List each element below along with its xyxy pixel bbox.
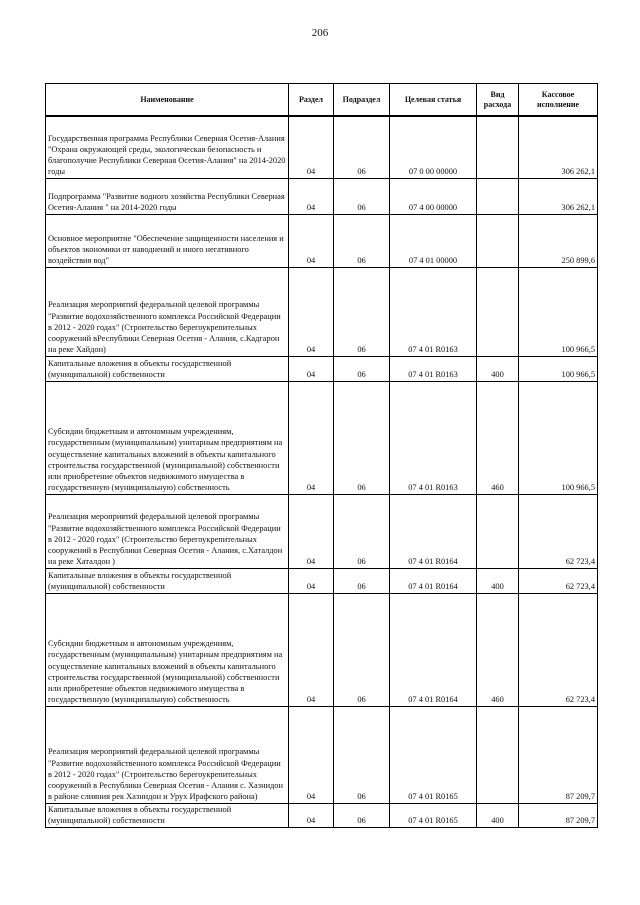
cell-kassa: 306 262,1 <box>519 116 598 178</box>
table-row <box>46 568 598 593</box>
cell-vid <box>477 267 519 356</box>
table-row <box>46 381 598 494</box>
cell-kassa: 100 966,5 <box>519 356 598 381</box>
table-header <box>46 84 598 117</box>
header-kassa: Кассовое исполнение <box>519 84 598 117</box>
cell-kassa: 250 899,6 <box>519 214 598 267</box>
cell-name: Основное мероприятие "Обеспечение защищенности населения и объектов экономики от наводнений и иного негативного воздействия вод" <box>46 214 289 267</box>
table-row <box>46 178 598 214</box>
cell-statya: 07 4 01 R0164 <box>390 494 477 568</box>
table-row <box>46 356 598 381</box>
cell-kassa: 87 209,7 <box>519 803 598 827</box>
cell-statya: 07 4 01 R0164 <box>390 593 477 706</box>
table-row <box>46 593 598 706</box>
cell-razdel: 04 <box>289 803 334 827</box>
cell-podrazdel: 06 <box>334 381 390 494</box>
cell-razdel: 04 <box>289 593 334 706</box>
cell-podrazdel: 06 <box>334 178 390 214</box>
cell-name: Реализация мероприятий федеральной целевой программы "Развитие водохозяйственного комплекса Российской Федерации в 2012 - 2020 годах" (Строительство берегоукрепительных сооружений в Республики Северная Осетия - Алания с. Хазнидон в районе слияния рек Хазнидон и Урух Ирафского района) <box>46 706 289 803</box>
cell-podrazdel: 06 <box>334 593 390 706</box>
cell-name: Субсидии бюджетным и автономным учреждениям, государственным (муниципальным) унитарным предприятиям на осуществление капитальных вложений в объекты капитального строительства государственной (муниципальной) собственности или приобретение объектов недвижимого имущества в государственную (муниципальную) собственность <box>46 593 289 706</box>
cell-name: Капитальные вложения в объекты государственной (муниципальной) собственности <box>46 803 289 827</box>
cell-kassa: 306 262,1 <box>519 178 598 214</box>
cell-statya: 07 0 00 00000 <box>390 116 477 178</box>
cell-vid <box>477 178 519 214</box>
cell-kassa: 62 723,4 <box>519 494 598 568</box>
table-body <box>46 116 598 827</box>
cell-podrazdel: 06 <box>334 803 390 827</box>
cell-vid: 400 <box>477 356 519 381</box>
header-statya: Целевая статья <box>390 84 477 117</box>
cell-name: Субсидии бюджетным и автономным учреждениям, государственным (муниципальным) унитарным предприятиям на осуществление капитальных вложений в объекты капитального строительства государственной (муниципальной) собственности или приобретение объектов недвижимого имущества в государственную (муниципальную) собственность <box>46 381 289 494</box>
table-row <box>46 267 598 356</box>
cell-podrazdel: 06 <box>334 214 390 267</box>
cell-razdel: 04 <box>289 706 334 803</box>
cell-razdel: 04 <box>289 381 334 494</box>
cell-statya: 07 4 01 R0163 <box>390 356 477 381</box>
cell-vid <box>477 116 519 178</box>
cell-vid: 400 <box>477 803 519 827</box>
cell-razdel: 04 <box>289 267 334 356</box>
table-row <box>46 116 598 178</box>
table-row <box>46 494 598 568</box>
cell-podrazdel: 06 <box>334 356 390 381</box>
cell-statya: 07 4 01 R0163 <box>390 381 477 494</box>
cell-statya: 07 4 01 00000 <box>390 214 477 267</box>
page-number: 206 <box>311 27 329 39</box>
header-name: Наименование <box>46 84 289 117</box>
cell-vid: 460 <box>477 381 519 494</box>
cell-vid: 400 <box>477 568 519 593</box>
table-row <box>46 706 598 803</box>
cell-statya: 07 4 01 R0163 <box>390 267 477 356</box>
cell-name: Капитальные вложения в объекты государственной (муниципальной) собственности <box>46 356 289 381</box>
cell-podrazdel: 06 <box>334 568 390 593</box>
cell-kassa: 62 723,4 <box>519 593 598 706</box>
header-razdel: Раздел <box>289 84 334 117</box>
cell-razdel: 04 <box>289 214 334 267</box>
cell-razdel: 04 <box>289 356 334 381</box>
cell-name: Реализация мероприятий федеральной целевой программы "Развитие водохозяйственного комплекса Российской Федерации в 2012 - 2020 годах" (Строительство берегоукрепительных сооружений вРеспублики Северная Осетия - Алания, с.Кадгарон на реке Хайдон) <box>46 267 289 356</box>
cell-statya: 07 4 01 R0164 <box>390 568 477 593</box>
cell-vid <box>477 706 519 803</box>
table-row <box>46 214 598 267</box>
cell-name: Реализация мероприятий федеральной целевой программы "Развитие водохозяйственного комплекса Российской Федерации в 2012 - 2020 годах" (Строительство берегоукрепительных сооружений в Республики Северная Осетия - Алания, с.Хаталдон на реке Хаталдон ) <box>46 494 289 568</box>
header-vid: Вид расхода <box>477 84 519 117</box>
cell-razdel: 04 <box>289 178 334 214</box>
cell-podrazdel: 06 <box>334 116 390 178</box>
cell-kassa: 100 966,5 <box>519 267 598 356</box>
header-podrazdel: Подраздел <box>334 84 390 117</box>
cell-statya: 07 4 00 00000 <box>390 178 477 214</box>
cell-name: Подпрограмма "Развитие водного хозяйства Республики Северная Осетия-Алания " на 2014-2020 годы <box>46 178 289 214</box>
cell-kassa: 87 209,7 <box>519 706 598 803</box>
cell-vid: 460 <box>477 593 519 706</box>
cell-statya: 07 4 01 R0165 <box>390 803 477 827</box>
cell-name: Государственная программа Республики Северная Осетия-Алания "Охрана окружающей среды, экологическая безопасность и благополучие Республики Северная Осетия-Алания" на 2014-2020 годы <box>46 116 289 178</box>
cell-kassa: 62 723,4 <box>519 568 598 593</box>
cell-kassa: 100 966,5 <box>519 381 598 494</box>
cell-statya: 07 4 01 R0165 <box>390 706 477 803</box>
cell-podrazdel: 06 <box>334 706 390 803</box>
cell-name: Капитальные вложения в объекты государственной (муниципальной) собственности <box>46 568 289 593</box>
table-row <box>46 803 598 827</box>
cell-vid <box>477 214 519 267</box>
cell-vid <box>477 494 519 568</box>
cell-podrazdel: 06 <box>334 267 390 356</box>
cell-podrazdel: 06 <box>334 494 390 568</box>
cell-razdel: 04 <box>289 568 334 593</box>
budget-table <box>45 83 598 828</box>
cell-razdel: 04 <box>289 116 334 178</box>
cell-razdel: 04 <box>289 494 334 568</box>
